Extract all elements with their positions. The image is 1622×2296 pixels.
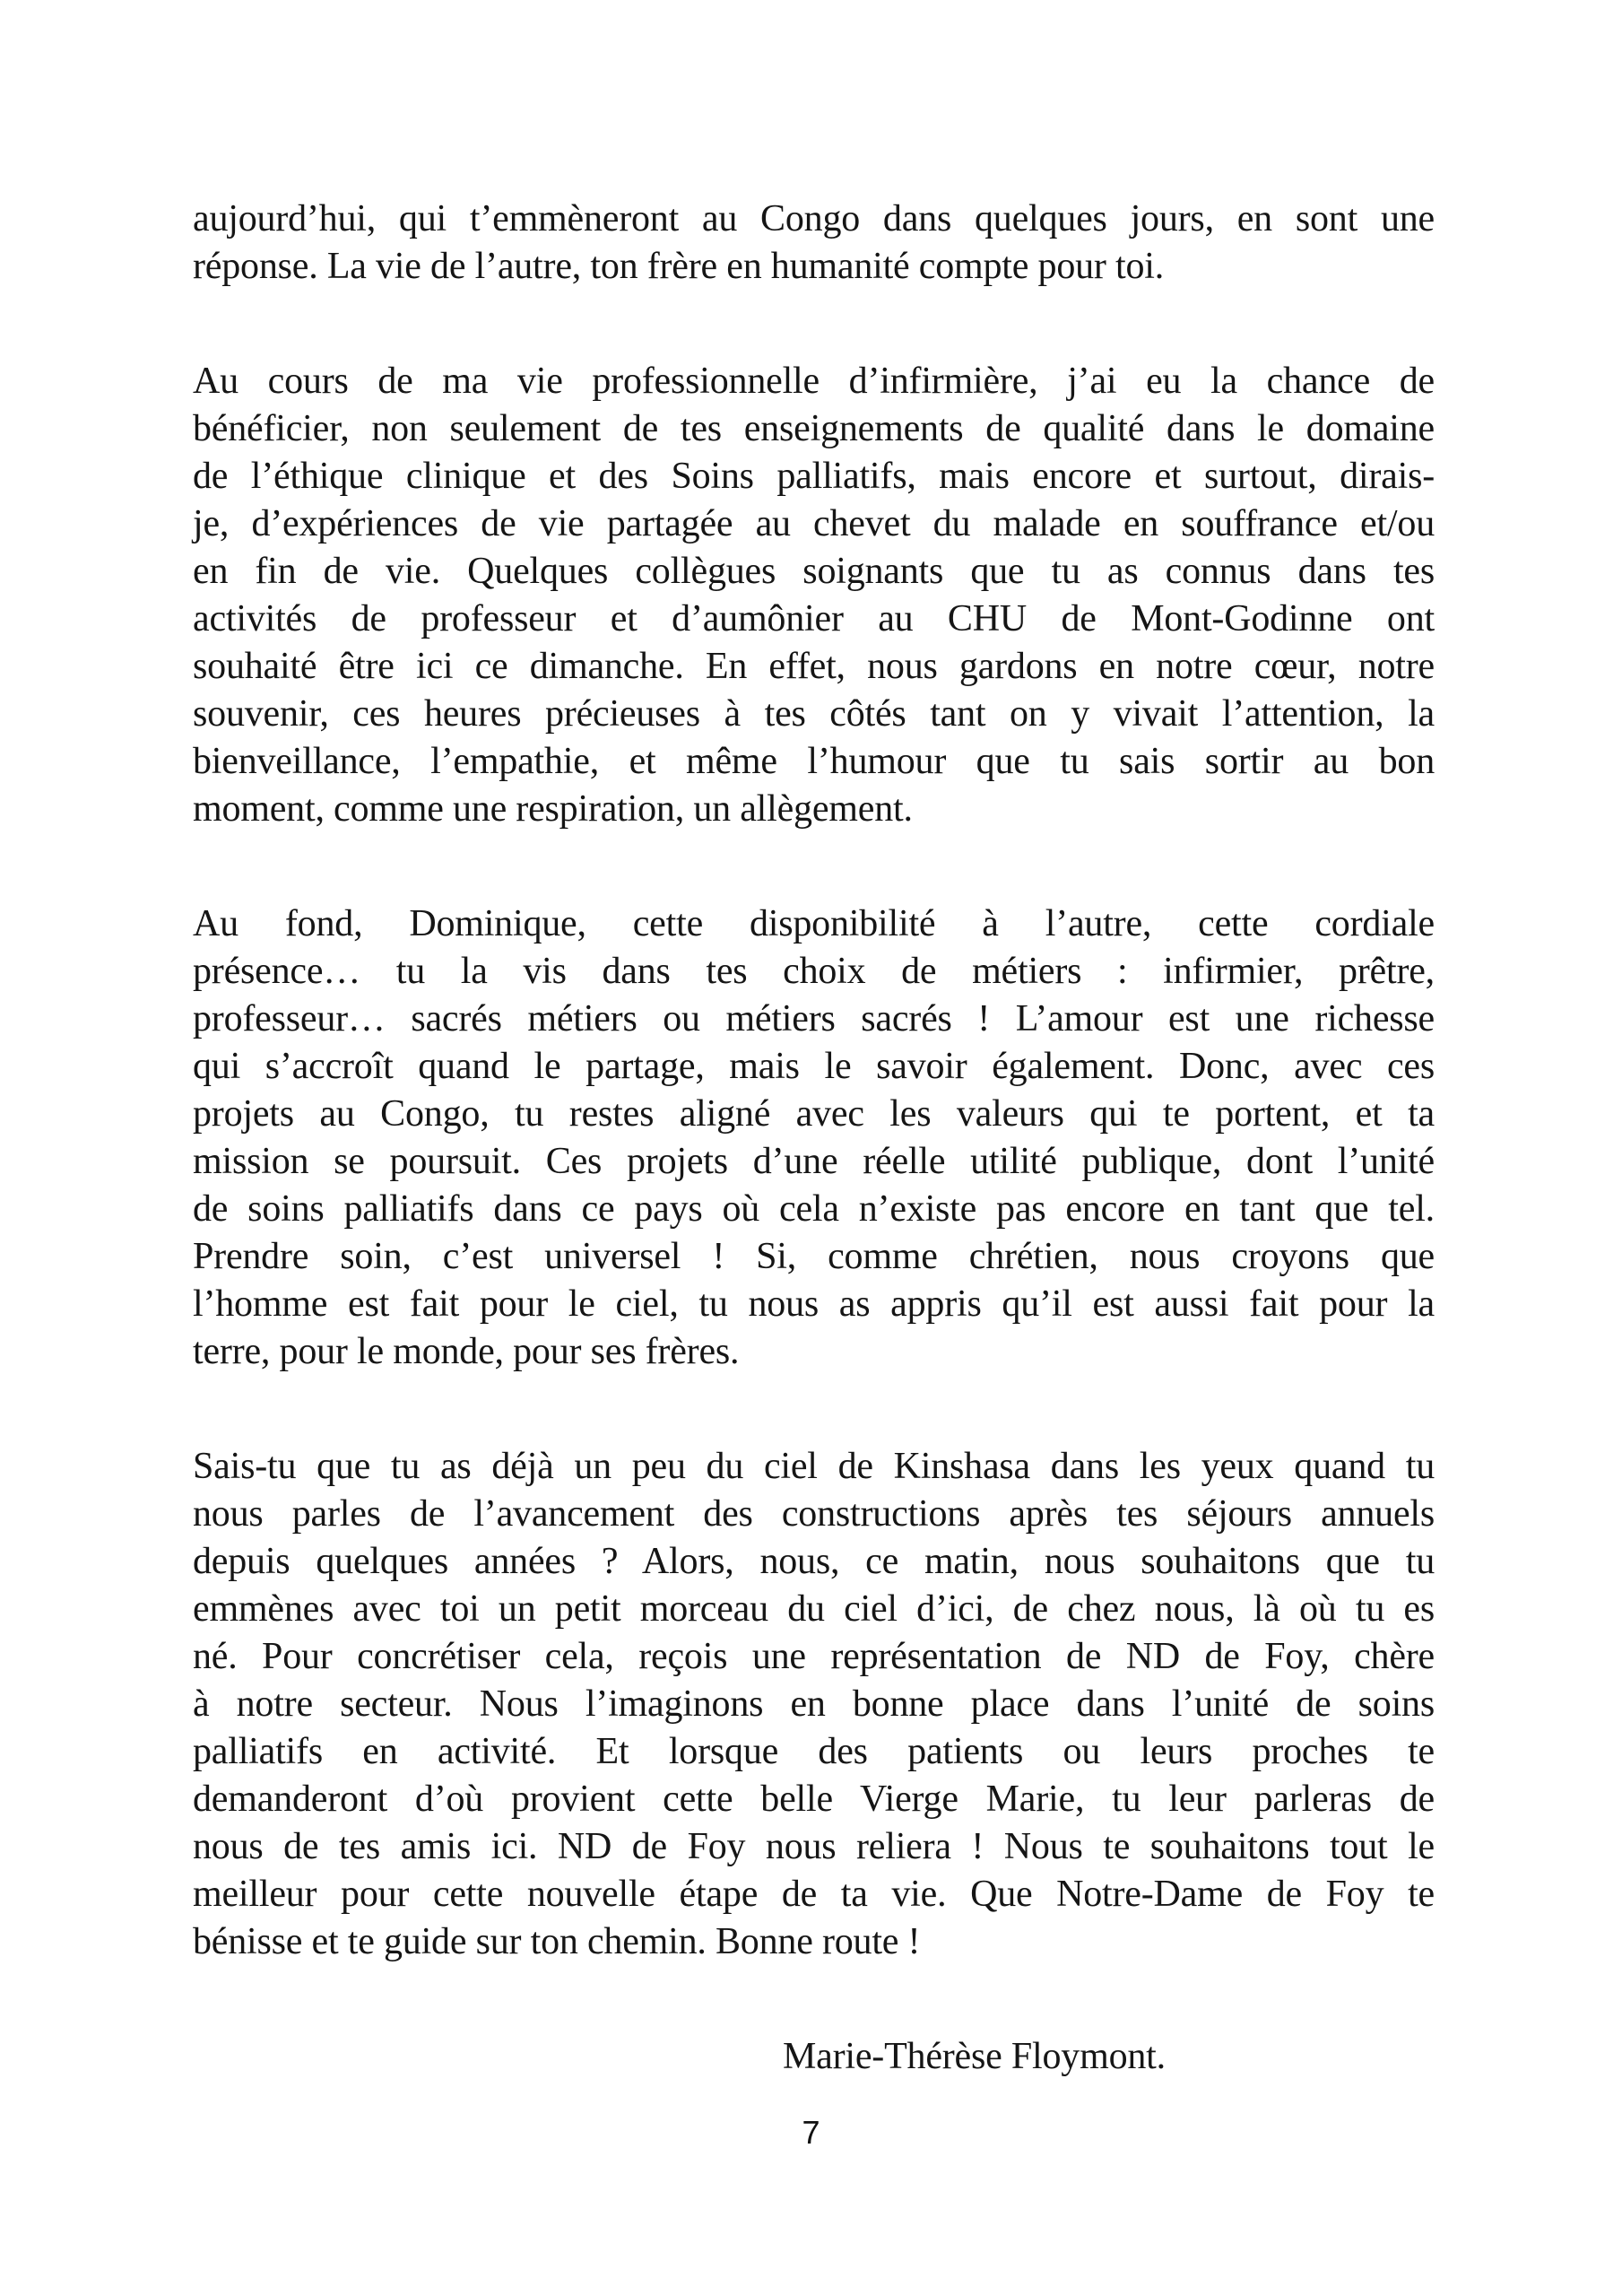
text-line: présence… tu la vis dans tes choix de métiers : infirmier, prêtre, <box>193 951 1435 992</box>
text-line: de l’éthique clinique et des Soins palliatifs, mais encore et surtout, dirais- <box>193 456 1435 497</box>
text-line: à notre secteur. Nous l’imaginons en bonne place dans l’unité de soins <box>193 1683 1435 1725</box>
text-line: je, d’expériences de vie partagée au chevet du malade en souffrance et/ou <box>193 503 1435 544</box>
text-line: Au cours de ma vie professionnelle d’infirmière, j’ai eu la chance de <box>193 361 1435 402</box>
text-line: meilleur pour cette nouvelle étape de ta vie. Que Notre-Dame de Foy te <box>193 1874 1435 1915</box>
paragraph-3 <box>193 900 1435 1376</box>
text-line: projets au Congo, tu restes aligné avec les valeurs qui te portent, et ta <box>193 1093 1435 1135</box>
text-line: terre, pour le monde, pour ses frères. <box>193 1331 740 1372</box>
text-line: souvenir, ces heures précieuses à tes côtés tant on y vivait l’attention, la <box>193 693 1435 735</box>
text-line: qui s’accroît quand le partage, mais le savoir également. Donc, avec ces <box>193 1046 1435 1087</box>
text-line: activités de professeur et d’aumônier au CHU de Mont-Godinne ont <box>193 598 1435 639</box>
text-line: palliatifs en activité. Et lorsque des patients ou leurs proches te <box>193 1731 1435 1772</box>
paragraph-2 <box>193 358 1435 833</box>
text-line: bienveillance, l’empathie, et même l’humour que tu sais sortir au bon <box>193 741 1435 782</box>
text-line: Sais-tu que tu as déjà un peu du ciel de Kinshasa dans les yeux quand tu <box>193 1446 1435 1487</box>
text-line: né. Pour concrétiser cela, reçois une représentation de ND de Foy, chère <box>193 1636 1435 1677</box>
text-line: nous parles de l’avancement des constructions après tes séjours annuels <box>193 1493 1435 1535</box>
text-line: emmènes avec toi un petit morceau du ciel d’ici, de chez nous, là où tu es <box>193 1588 1435 1630</box>
page-number: 7 <box>802 2114 820 2151</box>
text-line: aujourd’hui, qui t’emmèneront au Congo dans quelques jours, en sont une <box>193 198 1435 239</box>
text-line: l’homme est fait pour le ciel, tu nous as appris qu’il est aussi fait pour la <box>193 1283 1435 1325</box>
text-line: professeur… sacrés métiers ou métiers sacrés ! L’amour est une richesse <box>193 998 1435 1039</box>
text-line: moment, comme une respiration, un allègement. <box>193 788 913 830</box>
text-line: réponse. La vie de l’autre, ton frère en humanité compte pour toi. <box>193 246 1165 287</box>
text-line: de soins palliatifs dans ce pays où cela n’existe pas encore en tant que tel. <box>193 1188 1435 1230</box>
text-line: Prendre soin, c’est universel ! Si, comme chrétien, nous croyons que <box>193 1236 1435 1277</box>
text-line: bénéficier, non seulement de tes enseignements de qualité dans le domaine <box>193 408 1435 449</box>
text-line: depuis quelques années ? Alors, nous, ce matin, nous souhaitons que tu <box>193 1541 1435 1582</box>
text-line: nous de tes amis ici. ND de Foy nous reliera ! Nous te souhaitons tout le <box>193 1826 1435 1867</box>
paragraph-1 <box>193 196 1435 291</box>
paragraph-4 <box>193 1443 1435 1966</box>
text-line: en fin de vie. Quelques collègues soignants que tu as connus dans tes <box>193 551 1435 592</box>
text-line: demanderont d’où provient cette belle Vierge Marie, tu leur parleras de <box>193 1779 1435 1820</box>
text-block <box>193 196 1435 2081</box>
signature: Marie-Thérèse Floymont. <box>783 2036 1166 2077</box>
text-line: souhaité être ici ce dimanche. En effet, nous gardons en notre cœur, notre <box>193 646 1435 687</box>
text-line: mission se poursuit. Ces projets d’une réelle utilité publique, dont l’unité <box>193 1141 1435 1182</box>
text-line: bénisse et te guide sur ton chemin. Bonne route ! <box>193 1921 921 1962</box>
text-line: Au fond, Dominique, cette disponibilité à l’autre, cette cordiale <box>193 903 1435 944</box>
